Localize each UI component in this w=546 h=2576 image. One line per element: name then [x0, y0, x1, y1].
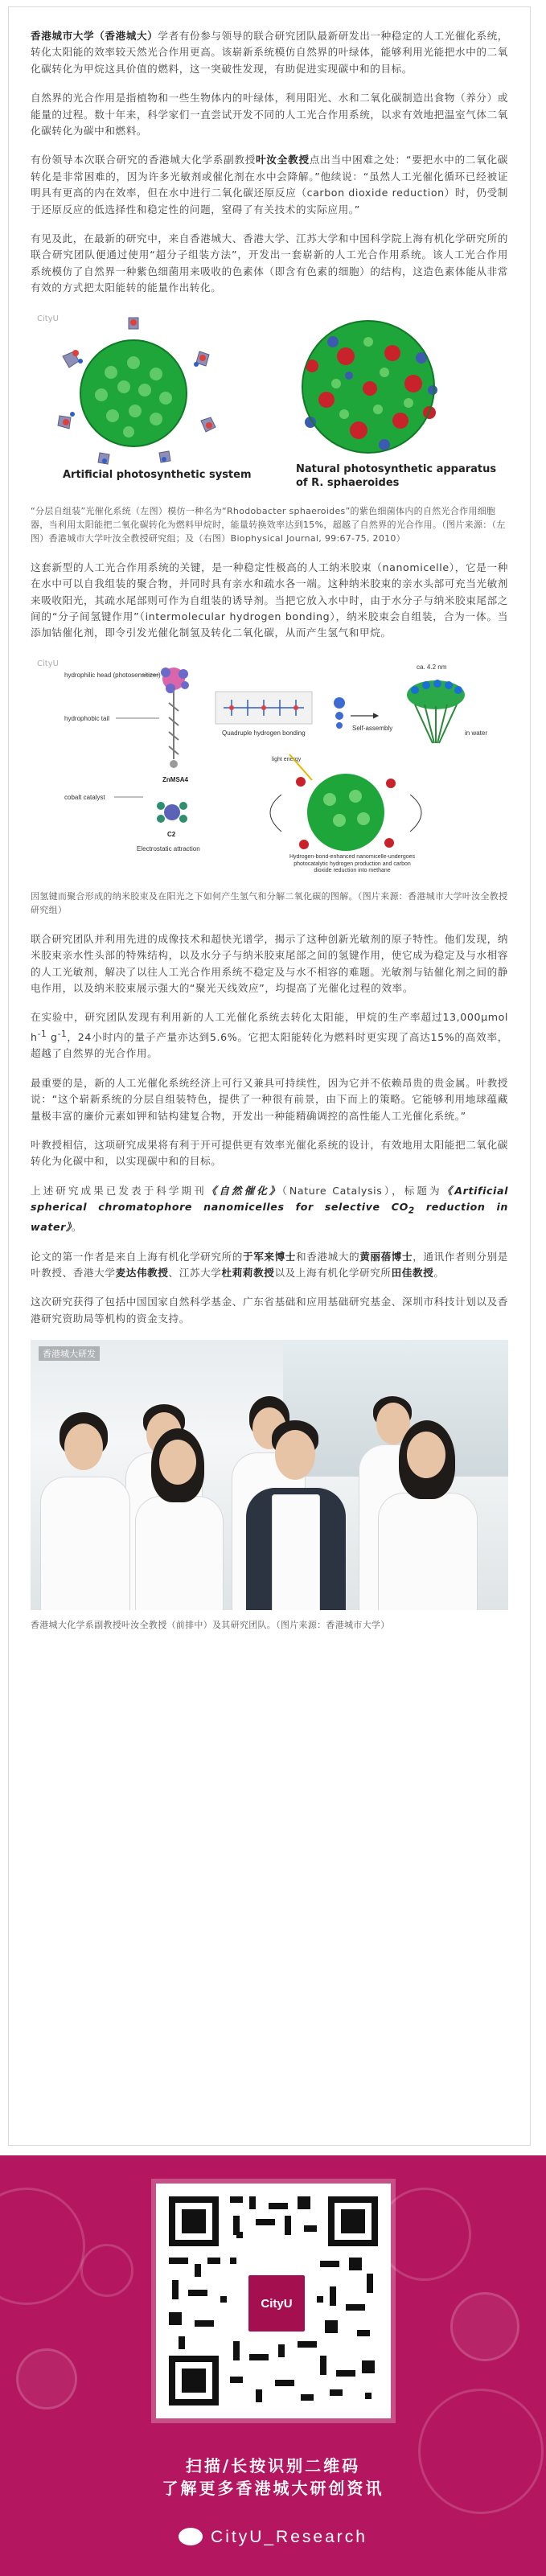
brand-account-name: CityU_Research [211, 2528, 367, 2546]
decor-gear-icon-right [378, 2188, 471, 2281]
decor-ring-icon [80, 2244, 133, 2297]
natural-apparatus-sphere [302, 321, 437, 453]
author-3: 麦达伟教授 [115, 1266, 169, 1279]
footer-banner [0, 2155, 546, 2576]
paper-title-subscript: 2 [408, 1206, 415, 1216]
label-c2: C2 [167, 830, 176, 838]
label-light-energy: light energy [272, 756, 302, 762]
team-member-front-right [368, 1420, 489, 1610]
photocatalysis-sphere [296, 774, 396, 851]
caption-figure-2: 因氢键而聚合形成的纳米胶束及在阳光之下如何产生氢气和分解二氧化碳的图解。（图片来源：香港城市大学叶汝全教授研究组） [31, 890, 508, 915]
p7-text-c: ，24小时内的量子产量亦达到5.6%。它把太阳能转化为燃料时更实现了高达15%的高效率，超越了自然界的光合作用。 [31, 1030, 508, 1060]
label-hydrophilic-head: hydrophilic head (photosensitizer) [64, 671, 161, 679]
label-bottom-description: Hydrogen-bond-enhanced nanomicelle-undergoes photocatalytic hydrogen production and carbon dioxide reduction into methane [289, 853, 416, 873]
label-in-water: in water [465, 729, 488, 737]
dimer-glyph [334, 697, 345, 729]
label-self-assembly: Self-assembly [352, 724, 393, 732]
decor-atom-icon [450, 2292, 519, 2361]
label-cobalt-catalyst: cobalt catalyst [64, 793, 105, 801]
team-member-front-second [127, 1428, 232, 1610]
p10-text-c: 。 [71, 1221, 83, 1234]
paragraph-3 [31, 152, 508, 218]
p11-c: ，通讯作者则分别是叶教授、香港大学 [31, 1250, 508, 1279]
p11-e: 以及上海有机化学研究所 [274, 1266, 392, 1279]
author-4: 杜莉莉教授 [221, 1266, 275, 1279]
journal-name: 《自然催化》 [206, 1184, 282, 1197]
caption-figure-1: “分层自组装”光催化系统（左图）模仿一种名为“Rhodobacter sphaeroides”的紫色细菌体内的自然光合作用细胞器，当利用太阳能把二氧化碳转化为燃料甲烷时，能量转换效率达到15%，超越了自然界的光合作用。（图片来源：（左图）香港城市大学叶汝全教授研究组；及（右图）Biophysical Journal, 99:67-75, 2010） [31, 505, 506, 544]
paragraph-11 [31, 1249, 508, 1282]
p3-name-bold: 叶汝全教授 [256, 154, 310, 166]
decor-circle-icon [16, 2348, 77, 2410]
author-1: 于军来博士 [243, 1250, 296, 1263]
figure-1-label-artificial: Artificial photosynthetic system [63, 468, 252, 481]
team-photo-scene [31, 1340, 508, 1610]
figure-chromatophore-comparison [31, 310, 508, 496]
p11-b: 和香港城大的 [296, 1250, 360, 1263]
p3-text-b: 点出当中困难之处：“要把水中的二氧化碳转化是非常困难的，因为许多光敏剂或催化剂在水中会降解。”他续说：“虽然人工光催化循环已经被证明具有更高的内在效率，但在水中进行二氧化碳还原反应（carbon dioxide reduction）时，仍受制于还原反应的低选择性和稳定性的问题，窒碍了有关技术的实际应用。” [31, 154, 508, 216]
figure-1-label-natural-line1: Natural photosynthetic apparatus [296, 462, 497, 475]
team-leader-front-center [240, 1420, 352, 1610]
paragraph-8: 最重要的是，新的人工光催化系统经济上可行又兼具可持续性，因为它并不依赖昂贵的贵金属。叶教授说：“这个崭新系统的分层自组装特色，提供了一种很有前景，由下而上的策略。它能够利用地球蕴藏量极丰富的廉价元素如钾和钴构建复合物，开发出一种能精确调控的高性能人工光催化系统。” [31, 1076, 508, 1122]
figure-2-illustration [31, 655, 510, 881]
p11-a: 论文的第一作者是来自上海有机化学研究所的 [31, 1250, 243, 1263]
p10-text-b: （Nature Catalysis），标题为 [281, 1184, 442, 1197]
paragraph-2: 自然界的光合作用是指植物和一些生物体内的叶绿体，利用阳光、水和二氧化碳制造出食物（养分）或能量的过程。数十年来，科学家们一直尝试开发不同的人工光合作用系统，以求有效地把温室气体二氧化碳转化为碳中和燃料。 [31, 92, 508, 138]
paragraph-5: 这套新型的人工光合作用系统的关键，是一种稳定性极高的人工纳米胶束（nanomicelle），它是一种在水中可以自我组装的聚合物，并同时具有亲水和疏水各一端。这种纳米胶束的亲水头部可充当光敏剂来吸收阳光，其疏水尾部则可作为自组装的诱导剂。当把它放入水中时，由于水分子与纳米胶束尾部之间的“分子间氢键作用”（intermolecular hydrogen bonding），纳米胶束会自组装，合为一体。当添加钴催化剂，即令引发光催化制氢及转化二氧化碳，从而产生氢气和甲烷。 [31, 561, 508, 639]
figure-watermark-logo: CityU [37, 314, 59, 323]
artificial-system-sphere [58, 318, 216, 464]
article-card [8, 6, 531, 2146]
intro-text: 学者有份参与领导的联合研究团队最新研发出一种稳定的人工光催化系统，转化太阳能的效率较天然光合作用更高。该崭新系统模仿自然界的叶绿体，能够利用光能把水中的二氧化碳转化为甲烷这具价值的燃料，这一突破性发现，有助促进实现碳中和的目标。 [31, 30, 508, 75]
wechat-icon [179, 2528, 203, 2545]
label-hydrophobic-tail: hydrophobic tail [64, 714, 110, 722]
p7-sup-2: -1 [57, 1029, 68, 1039]
label-electrostatic: Electrostatic attraction [137, 844, 200, 853]
figure-1-label-natural-line2: of R. sphaeroides [296, 476, 400, 489]
p7-sup-1: -1 [37, 1029, 47, 1039]
p11-f: 。 [433, 1266, 445, 1279]
paragraph-10 [31, 1183, 508, 1236]
decor-gear-icon-left [0, 2188, 85, 2305]
p3-text-a: 有份领导本次联合研究的香港城大化学系副教授 [31, 154, 257, 166]
p7-text-a: 在实验中，研究团队发现有利用新的人工光催化系统去转化太阳能，甲烷的生产率超过13,000μmol h [31, 1011, 508, 1043]
author-5: 田佳教授 [391, 1266, 434, 1279]
label-znmsa4: ZnMSA4 [162, 775, 188, 783]
scan-subtitle: 了解更多香港城大研创资讯 [162, 2479, 384, 2498]
figure-nanomicelle-mechanism [31, 655, 508, 881]
label-size: ca. 4.2 nm [417, 663, 447, 671]
team-member-front-left [32, 1412, 137, 1610]
intro-bold: 香港城市大学（香港城大） [31, 30, 158, 42]
qr-code[interactable] [156, 2184, 391, 2418]
label-quadruple-hydrogen-bonding: Quadruple hydrogen bonding [222, 729, 306, 737]
paragraph-4: 有见及此，在最新的研究中，来自香港城大、香港大学、江苏大学和中国科学院上海有机化学研究所的联合研究团队便通过使用“超分子组装方法”，开发出一套崭新的人工光合作用系统。该人工光合作用系统模仿了自然界一种紫色细菌用来吸收的色素体（即含有色素的细胞）的结构，这造色素体能从非常有效的方式把太阳能转的能量作出转化。 [31, 232, 508, 294]
brand-account[interactable] [0, 2528, 546, 2547]
quadruple-bonding-diagram [216, 692, 312, 724]
team-photo [31, 1340, 508, 1610]
p11-d: 、江苏大学 [168, 1266, 222, 1279]
figure-1-label-natural [296, 462, 496, 490]
paragraph-12: 这次研究获得了包括中国国家自然科学基金、广东省基础和应用基础研究基金、深圳市科技计划以及香港研究资助局等机构的资金支持。 [31, 1296, 508, 1325]
paragraph-6: 联合研究团队并利用先进的成像技术和超快光谱学，揭示了这种创新光敏剂的原子特性。他们发现，纳米胶束亲水性头部的特殊结构，以及水分子与纳米胶束尾部之间的氢键作用，使它成为稳定及与水相容的人工光敏剂，解决了以往人工光合作用系统不稳定及与水不相容的难题。光敏剂与钴催化剂之间的静电作用，以及纳米胶束展示强大的“聚光天线效应”，均提高了光催化过程的效率。 [31, 932, 508, 994]
znmsa4-molecule [161, 668, 189, 768]
paper-title-end: reduction in water》 [31, 1201, 508, 1234]
figure-2-watermark-logo: CityU [37, 659, 59, 668]
p7-text-b: g [47, 1030, 58, 1043]
cityu-logo: CityU [245, 2272, 308, 2335]
paragraph-7 [31, 1009, 508, 1062]
paragraph-intro [31, 28, 508, 77]
p10-text-a: 上述研究成果已发表于科学期刊 [31, 1184, 207, 1197]
photo-watermark: 香港城大研发 [39, 1346, 100, 1361]
paragraph-9: 叶教授相信，这项研究成果将有利于开可提供更有效率光催化系统的设计，有效地用太阳能把二氧化碳转化为化碳中和，以实现碳中和的目标。 [31, 1138, 508, 1168]
author-2: 黄丽蓓博士 [359, 1250, 413, 1263]
scan-instruction: 扫描/长按识别二维码 [185, 2456, 361, 2475]
nanomicelle-glyph [407, 680, 465, 743]
cobalt-catalyst-molecule [157, 802, 187, 823]
paper-title-main: 《Artificial spherical chromatophore nanomicelles for selective CO [31, 1184, 508, 1214]
caption-team-photo: 香港城大化学系副教授叶汝全教授（前排中）及其研究团队。（图片来源：香港城市大学） [31, 1620, 390, 1631]
